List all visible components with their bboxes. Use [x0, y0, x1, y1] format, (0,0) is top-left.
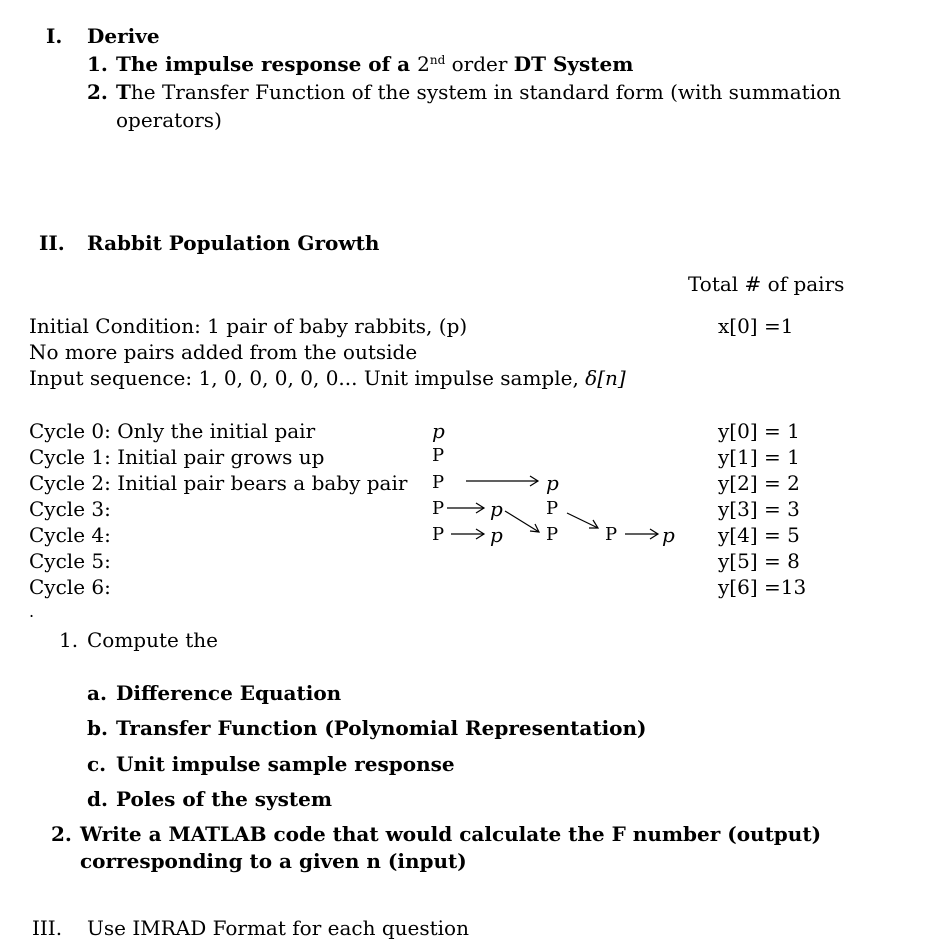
item-1-text: The impulse response of a 2nd order DT System: [116, 52, 634, 76]
item-2-text-continued: operators): [116, 108, 222, 132]
rabbit-c4-adult-2: P: [605, 524, 618, 545]
question-1-number: 1.: [59, 628, 79, 652]
item-1-number: 1.: [87, 52, 108, 76]
no-more-pairs: No more pairs added from the outside: [29, 340, 418, 364]
cycle-1-label: Cycle 1: Initial pair grows up: [29, 445, 325, 469]
input-sequence: Input sequence: 1, 0, 0, 0, 0, 0... Unit impulse sample, δ[n]: [29, 366, 626, 390]
question-2-text-continued: corresponding to a given n (input): [80, 849, 467, 873]
output-y1: y[1] = 1: [718, 445, 800, 469]
output-y6: y[6] =13: [718, 575, 807, 599]
rabbit-c4-grown: P: [546, 524, 559, 545]
initial-condition: Initial Condition: 1 pair of baby rabbits, (p): [29, 314, 468, 338]
sub-item-b-text: Transfer Function (Polynomial Representation): [116, 716, 647, 740]
rabbit-c3-grown: P: [546, 498, 559, 519]
section-3-numeral: III.: [32, 916, 63, 940]
output-y2: y[2] = 2: [718, 471, 800, 495]
section-3-text: Use IMRAD Format for each question: [87, 916, 469, 940]
output-y5: y[5] = 8: [718, 549, 800, 573]
section-2-title: Rabbit Population Growth: [87, 231, 380, 255]
cycle-5-label: Cycle 5:: [29, 549, 111, 573]
total-pairs-header: Total # of pairs: [688, 272, 845, 296]
rabbit-c4-baby: p: [490, 523, 503, 547]
cycle-4-label: Cycle 4:: [29, 523, 111, 547]
rabbit-c0-baby: p: [432, 419, 445, 443]
stray-mark: .: [29, 602, 35, 621]
output-y3: y[3] = 3: [718, 497, 800, 521]
sub-item-c-text: Unit impulse sample response: [116, 752, 455, 776]
sub-item-c-letter: c.: [87, 752, 107, 776]
sub-item-b-letter: b.: [87, 716, 108, 740]
rabbit-c4-adult: P: [432, 524, 445, 545]
rabbit-c2-adult: P: [432, 472, 445, 493]
item-2-number: 2.: [87, 80, 108, 104]
impulse-symbol: δ[n]: [585, 366, 626, 390]
question-1-text: Compute the: [87, 628, 218, 652]
cycle-3-label: Cycle 3:: [29, 497, 111, 521]
rabbit-c3-adult: P: [432, 498, 445, 519]
question-2-number: 2.: [51, 822, 72, 846]
sub-item-a-text: Difference Equation: [116, 681, 342, 705]
sub-item-a-letter: a.: [87, 681, 107, 705]
item-2-text: The Transfer Function of the system in standard form (with summation: [116, 80, 842, 104]
question-2-text: Write a MATLAB code that would calculate the F number (output): [80, 822, 822, 846]
section-1-numeral: I.: [46, 24, 63, 48]
section-1-title: Derive: [87, 24, 160, 48]
cycle-2-label: Cycle 2: Initial pair bears a baby pair: [29, 471, 408, 495]
sub-item-d-text: Poles of the system: [116, 787, 333, 811]
section-2-numeral: II.: [39, 231, 65, 255]
rabbit-c1-adult: P: [432, 445, 445, 466]
cycle-6-label: Cycle 6:: [29, 575, 111, 599]
output-y4: y[4] = 5: [718, 523, 800, 547]
rabbit-c3-baby: p: [490, 497, 503, 521]
initial-value: x[0] =1: [718, 314, 794, 338]
sub-item-d-letter: d.: [87, 787, 108, 811]
rabbit-c2-baby: p: [546, 471, 559, 495]
output-y0: y[0] = 1: [718, 419, 800, 443]
rabbit-c4-baby-2: p: [662, 523, 675, 547]
cycle-0-label: Cycle 0: Only the initial pair: [29, 419, 316, 443]
